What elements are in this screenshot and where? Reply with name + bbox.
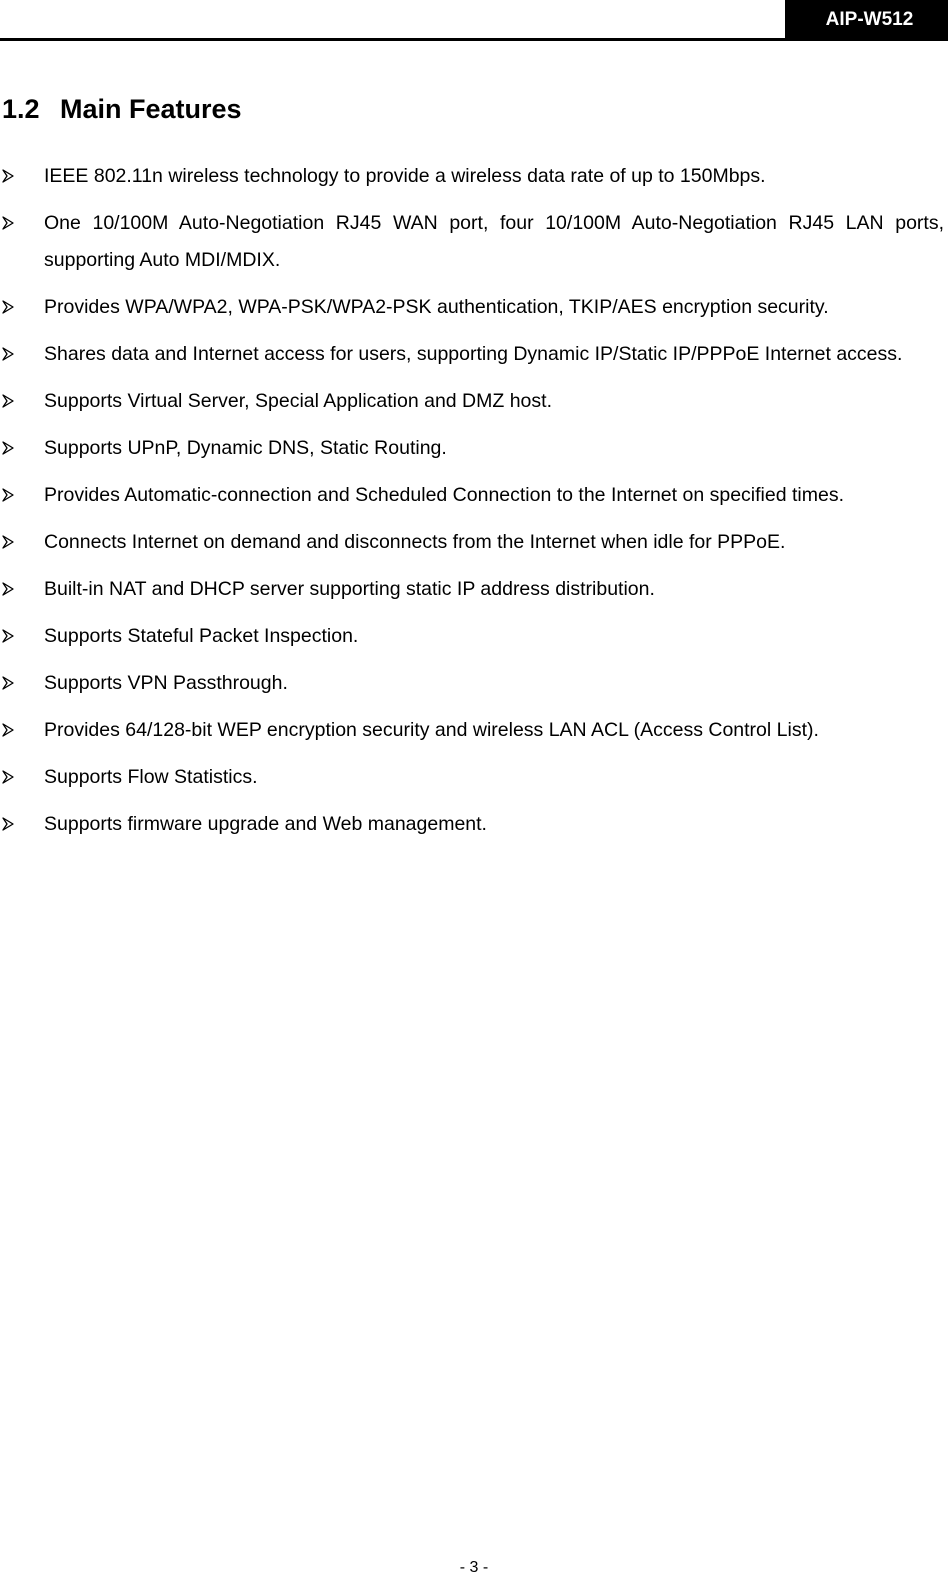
arrow-bullet-icon xyxy=(2,524,24,561)
model-badge: AIP-W512 xyxy=(785,0,948,40)
feature-item xyxy=(0,806,944,843)
feature-item xyxy=(0,759,944,796)
feature-text: Supports Stateful Packet Inspection. xyxy=(44,625,359,647)
feature-text: Supports Virtual Server, Special Application and DMZ host. xyxy=(44,390,552,412)
feature-text: Provides Automatic-connection and Scheduled Connection to the Internet on specified times. xyxy=(44,484,844,506)
feature-item xyxy=(0,383,944,420)
feature-item xyxy=(0,665,944,702)
section-number: 1.2 xyxy=(2,94,40,124)
feature-item xyxy=(0,289,944,326)
arrow-bullet-icon xyxy=(2,759,24,796)
feature-item xyxy=(0,158,944,195)
feature-text: IEEE 802.11n wireless technology to provide a wireless data rate of up to 150Mbps. xyxy=(44,165,766,187)
arrow-bullet-icon xyxy=(2,205,24,242)
arrow-bullet-icon xyxy=(2,571,24,608)
arrow-bullet-icon xyxy=(2,477,24,514)
arrow-bullet-icon xyxy=(2,336,24,373)
section-title-text: Main Features xyxy=(60,94,242,124)
feature-text: Supports UPnP, Dynamic DNS, Static Routing. xyxy=(44,437,447,459)
feature-text: Supports VPN Passthrough. xyxy=(44,672,288,694)
feature-item xyxy=(0,336,944,373)
section-title xyxy=(2,92,242,126)
arrow-bullet-icon xyxy=(2,712,24,749)
arrow-bullet-icon xyxy=(2,618,24,655)
feature-text: Provides WPA/WPA2, WPA-PSK/WPA2-PSK authentication, TKIP/AES encryption security. xyxy=(44,296,829,318)
feature-item xyxy=(0,477,944,514)
arrow-bullet-icon xyxy=(2,383,24,420)
arrow-bullet-icon xyxy=(2,289,24,326)
features-list xyxy=(0,158,944,853)
feature-item xyxy=(0,524,944,561)
feature-text: Built-in NAT and DHCP server supporting static IP address distribution. xyxy=(44,578,655,600)
feature-text: Connects Internet on demand and disconnects from the Internet when idle for PPPoE. xyxy=(44,531,786,553)
feature-text: Provides 64/128-bit WEP encryption security and wireless LAN ACL (Access Control List). xyxy=(44,719,819,741)
feature-item xyxy=(0,712,944,749)
feature-item xyxy=(0,205,944,279)
feature-text: Shares data and Internet access for users, supporting Dynamic IP/Static IP/PPPoE Internet access. xyxy=(44,343,903,365)
arrow-bullet-icon xyxy=(2,665,24,702)
feature-text: Supports Flow Statistics. xyxy=(44,766,258,788)
feature-text: One 10/100M Auto-Negotiation RJ45 WAN port, four 10/100M Auto-Negotiation RJ45 LAN ports, supporting Auto MDI/MDIX. xyxy=(44,212,944,271)
arrow-bullet-icon xyxy=(2,430,24,467)
page-number: - 3 - xyxy=(459,1559,489,1576)
arrow-bullet-icon xyxy=(2,158,24,195)
feature-item xyxy=(0,430,944,467)
arrow-bullet-icon xyxy=(2,806,24,843)
feature-item xyxy=(0,618,944,655)
feature-item xyxy=(0,571,944,608)
feature-text: Supports firmware upgrade and Web management. xyxy=(44,813,487,835)
